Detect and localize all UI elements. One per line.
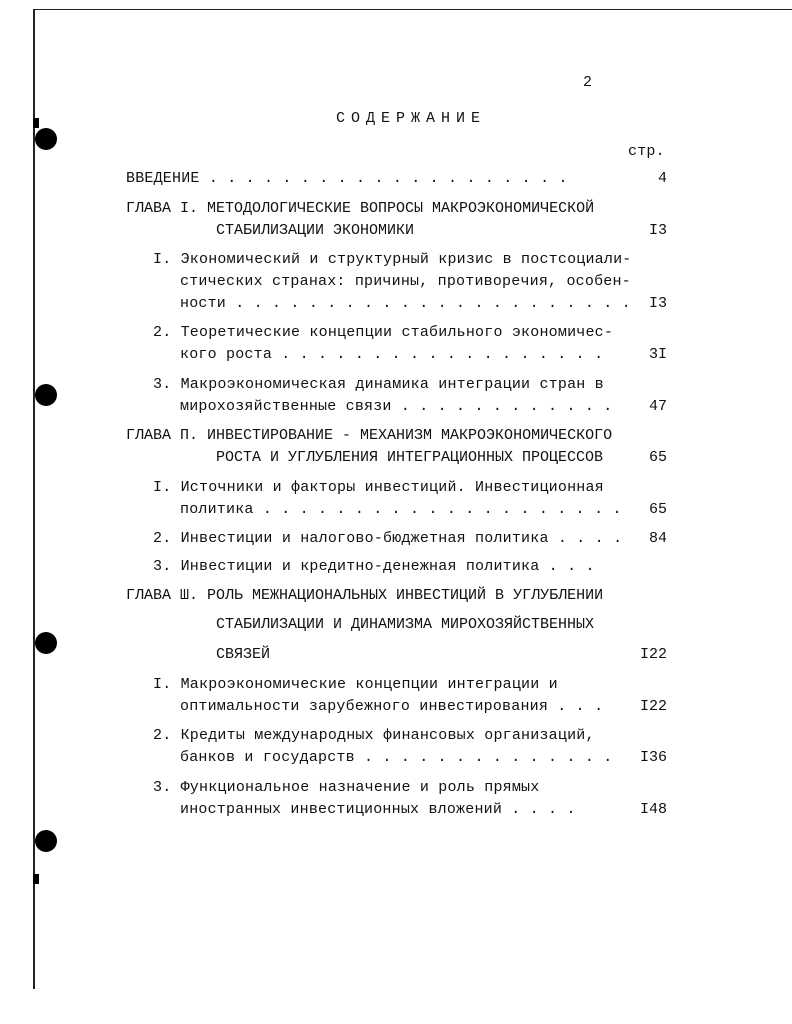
toc-section-3-2: 2. Кредиты международных финансовых организаций, bbox=[153, 727, 595, 744]
toc-page-number: I22 bbox=[639, 646, 667, 663]
toc-section-3-1: I. Макроэкономические концепции интеграции и bbox=[153, 676, 558, 693]
toc-chapter-3-title: ГЛАВА Ш. РОЛЬ МЕЖНАЦИОНАЛЬНЫХ ИНВЕСТИЦИЙ В УГЛУБЛЕНИИ bbox=[126, 587, 604, 604]
toc-page-number: 47 bbox=[648, 398, 667, 415]
toc-page-number: I3 bbox=[648, 222, 667, 239]
toc-chapter-1-title: ГЛАВА I. МЕТОДОЛОГИЧЕСКИЕ ВОПРОСЫ МАКРОЭКОНОМИЧЕСКОЙ bbox=[126, 200, 595, 217]
toc-section-2-3: 3. Инвестиции и кредитно-денежная политика . . . bbox=[153, 558, 595, 575]
toc-page-number: I22 bbox=[639, 698, 667, 715]
toc-page-number: I3 bbox=[648, 295, 667, 312]
toc-section-3-3-cont: иностранных инвестиционных вложений . . . . bbox=[180, 801, 576, 818]
toc-section-3-2-cont: банков и государств . . . . . . . . . . . . . . bbox=[180, 749, 613, 766]
toc-entry-introduction: ВВЕДЕНИЕ . . . . . . . . . . . . . . . . . . . . bbox=[126, 170, 568, 187]
toc-chapter-3-title-cont: СТАБИЛИЗАЦИИ И ДИНАМИЗМА МИРОХОЗЯЙСТВЕННЫХ bbox=[216, 616, 595, 633]
toc-page-number: 3I bbox=[648, 346, 667, 363]
toc-section-1-1-cont: стических странах: причины, противоречия, особен- bbox=[180, 273, 631, 290]
toc-chapter-3-title-cont: СВЯЗЕЙ bbox=[216, 646, 271, 663]
toc-section-1-2-cont: кого роста . . . . . . . . . . . . . . . . . . bbox=[180, 346, 604, 363]
toc-section-2-2: 2. Инвестиции и налогово-бюджетная политика . . . . bbox=[153, 530, 623, 547]
page-title: СОДЕРЖАНИЕ bbox=[336, 110, 487, 127]
toc-section-1-3-cont: мирохозяйственные связи . . . . . . . . . . . . bbox=[180, 398, 613, 415]
toc-section-2-1: I. Источники и факторы инвестиций. Инвестиционная bbox=[153, 479, 604, 496]
toc-section-1-1: I. Экономический и структурный кризис в постсоциали- bbox=[153, 251, 632, 268]
toc-section-3-3: 3. Функциональное назначение и роль прямых bbox=[153, 779, 540, 796]
page-column-label: стр. bbox=[628, 143, 665, 160]
toc-page-number: I48 bbox=[639, 801, 667, 818]
binder-hole bbox=[35, 632, 57, 654]
binder-mark bbox=[33, 118, 39, 128]
toc-section-3-1-cont: оптимальности зарубежного инвестирования . . . bbox=[180, 698, 604, 715]
toc-section-1-1-cont: ности . . . . . . . . . . . . . . . . . . . . . . bbox=[180, 295, 631, 312]
toc-page-number: 65 bbox=[648, 449, 667, 466]
toc-page-number: 65 bbox=[648, 501, 667, 518]
toc-section-2-1-cont: политика . . . . . . . . . . . . . . . . . . . . bbox=[180, 501, 622, 518]
binder-hole bbox=[35, 830, 57, 852]
page-border-top bbox=[33, 9, 792, 10]
binder-mark bbox=[33, 874, 39, 884]
page-number: 2 bbox=[583, 74, 593, 91]
toc-page-number: 4 bbox=[657, 170, 667, 187]
binder-hole bbox=[35, 128, 57, 150]
binder-hole bbox=[35, 384, 57, 406]
toc-page-number: 84 bbox=[648, 530, 667, 547]
toc-chapter-2-title: ГЛАВА П. ИНВЕСТИРОВАНИЕ - МЕХАНИЗМ МАКРОЭКОНОМИЧЕСКОГО bbox=[126, 427, 613, 444]
toc-page-number: I36 bbox=[639, 749, 667, 766]
toc-section-1-2: 2. Теоретические концепции стабильного экономичес- bbox=[153, 324, 614, 341]
toc-section-1-3: 3. Макроэкономическая динамика интеграции стран в bbox=[153, 376, 604, 393]
toc-chapter-2-title-cont: РОСТА И УГЛУБЛЕНИЯ ИНТЕГРАЦИОННЫХ ПРОЦЕССОВ bbox=[216, 449, 604, 466]
toc-chapter-1-title-cont: СТАБИЛИЗАЦИИ ЭКОНОМИКИ bbox=[216, 222, 415, 239]
